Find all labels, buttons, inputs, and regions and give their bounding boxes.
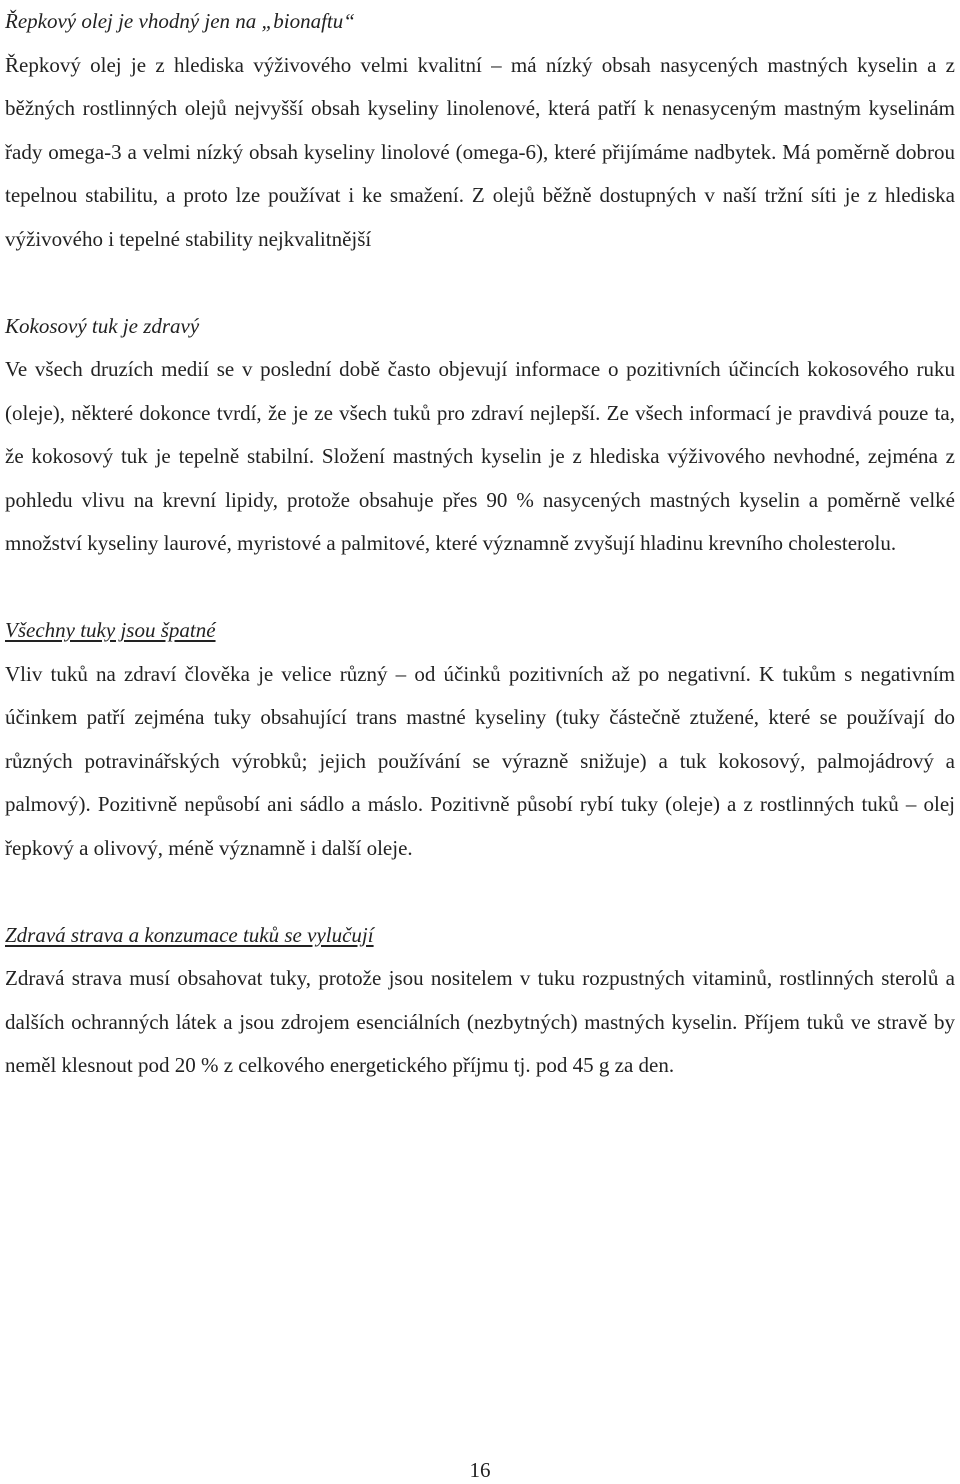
section-paragraph: Ve všech druzích medií se v poslední době často objevují informace o pozitivních účincích kokosového ruku (oleje), některé dokonce tvrdí, že je ze všech tuků pro zdraví nejlepší. Ze všech informací je pravdivá pouze ta, že kokosový tuk je tepelně stabilní. Složení mastných kyselin je z hlediska výživového nevhodné, zejména z pohledu vlivu na krevní lipidy, protože obsahuje přes 90 % nasycených mastných kyselin a poměrně velké množství kyseliny laurové, myristové a palmitové, které významně zvyšují hladinu krevního cholesterolu. — [5, 357, 955, 555]
spacer — [5, 261, 955, 305]
section-heading: Řepkový olej je vhodný jen na „bionaftu“ — [5, 9, 355, 33]
section-paragraph: Řepkový olej je z hlediska výživového velmi kvalitní – má nízký obsah nasycených mastných kyselin a z běžných rostlinných olejů nejvyšší obsah kyseliny linolenové, která patří k nenasyceným mastným kyselinám řady omega-3 a velmi nízký obsah kyseliny linolové (omega-6), které přijímáme nadbytek. Má poměrně dobrou tepelnou stabilitu, a proto lze používat i ke smažení. Z olejů běžně dostupných v naší tržní síti je z hlediska výživového i tepelné stability nejkvalitnější — [5, 52, 955, 251]
spacer — [5, 566, 955, 610]
section-coconut-fat — [5, 305, 955, 566]
document-page — [5, 0, 955, 1088]
section-healthy-diet — [5, 914, 955, 1088]
page-number: 16 — [469, 1458, 491, 1482]
section-all-fats-bad — [5, 609, 955, 870]
section-paragraph: Zdravá strava musí obsahovat tuky, protože jsou nositelem v tuku rozpustných vitaminů, rostlinných sterolů a dalších ochranných látek a jsou zdrojem esenciálních (nezbytných) mastných kyselin. Příjem tuků ve stravě by neměl klesnout pod 20 % z celkového energetického příjmu tj. pod 45 g za den. — [5, 966, 955, 1077]
section-heading: Kokosový tuk je zdravý — [5, 313, 200, 338]
section-heading: Všechny tuky jsou špatné — [5, 618, 216, 642]
section-rapeseed-oil — [5, 0, 955, 261]
section-paragraph: Vliv tuků na zdraví člověka je velice různý – od účinků pozitivních až po negativní. K tukům s negativním účinkem patří zejména tuky obsahující trans mastné kyseliny (tuky částečně ztužené, které se používají do různých potravinářských výrobků; jejich používání se výrazně snižuje) a tuk kokosový, palmojádrový a palmový). Pozitivně nepůsobí ani sádlo a máslo. Pozitivně působí rybí tuky (oleje) a z rostlinných tuků – olej řepkový a olivový, méně významně i další oleje. — [5, 661, 955, 860]
section-heading: Zdravá strava a konzumace tuků se vylučují — [5, 922, 374, 947]
spacer — [5, 870, 955, 914]
